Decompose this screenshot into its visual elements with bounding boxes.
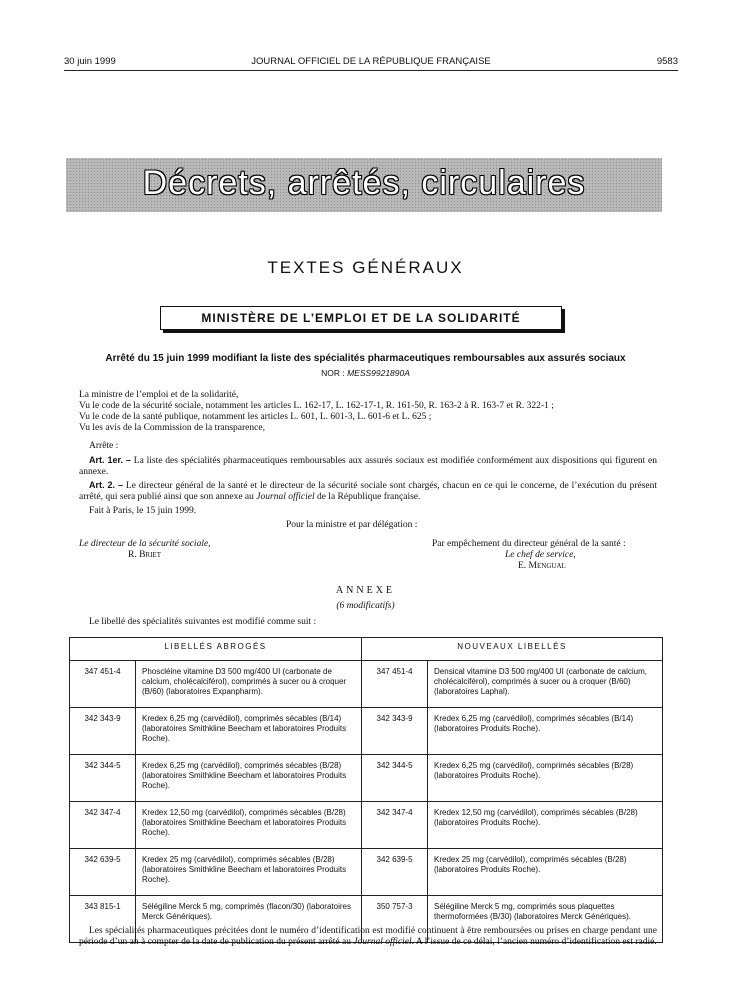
signature-right-title: Le chef de service,	[505, 550, 576, 560]
new-label: Densical vitamine D3 500 mg/400 UI (carbonate de calcium, cholécalciférol), comprimés à sucer ou à croquer (B/60) (laboratoires Laphal).	[428, 661, 663, 708]
closing-text-end: . A l’issue de ce délai, l’ancien numéro d’identification est radié.	[411, 937, 657, 947]
table-row	[70, 708, 663, 755]
annex-subtitle: (6 modificatifs)	[336, 601, 395, 611]
header-journal-title: JOURNAL OFFICIEL DE LA RÉPUBLIQUE FRANÇAISE	[251, 56, 491, 67]
new-label: Kredex 25 mg (carvédilol), comprimés sécables (B/28) (laboratoires Produits Roche).	[428, 849, 663, 896]
article-2-text: Le directeur général de la santé et le directeur de la sécurité sociale sont chargés, chacun en ce qui le concerne, de l’exécution du présent arrêté, qui sera publié ainsi que son annexe au	[79, 481, 658, 502]
old-code: 347 451-4	[70, 661, 136, 708]
article-1-text: La liste des spécialités pharmaceutiques remboursables aux assurés sociaux est modifiée conformément aux dispositions qui figurent en annexe.	[79, 456, 658, 477]
old-code: 343 815-1	[70, 896, 136, 943]
new-label: Kredex 6,25 mg (carvédilol), comprimés sécables (B/14) (laboratoires Produits Roche).	[428, 708, 663, 755]
old-code: 342 344-5	[70, 755, 136, 802]
header-page-number: 9583	[656, 56, 678, 67]
new-label: Sélégiline Merck 5 mg, comprimés sous plaquettes thermoformées (B/30) (laboratoires Merck Génériques).	[428, 896, 663, 943]
nor-label: NOR :	[321, 368, 345, 378]
annex-intro: Le libellé des spécialités suivantes est modifié comme suit :	[89, 617, 317, 627]
section-title: TEXTES GÉNÉRAUX	[267, 258, 464, 277]
closing-journal: Journal officiel	[353, 937, 412, 947]
old-code: 342 639-5	[70, 849, 136, 896]
preamble-line: Vu les avis de la Commission de la transparence,	[79, 423, 265, 433]
new-label: Kredex 6,25 mg (carvédilol), comprimés sécables (B/28) (laboratoires Produits Roche).	[428, 755, 663, 802]
preamble-line: Vu le code de la santé publique, notamment les articles L. 601, L. 601-3, L. 601-6 et L. 625 ;	[79, 412, 432, 422]
annex-table	[69, 637, 663, 943]
article-2-text-end: de la République française.	[314, 492, 421, 502]
old-label: Kredex 6,25 mg (carvédilol), comprimés sécables (B/28) (laboratoires Smithkline Beecham et laboratoires Produits Roche).	[136, 755, 362, 802]
old-code: 342 343-9	[70, 708, 136, 755]
header-date: 30 juin 1999	[64, 56, 116, 67]
old-label: Kredex 6,25 mg (carvédilol), comprimés sécables (B/14) (laboratoires Smithkline Beecham et laboratoires Produits Roche).	[136, 708, 362, 755]
column-header-new: NOUVEAUX LIBELLÉS	[362, 638, 663, 661]
article-1	[79, 455, 657, 478]
annex-title: ANNEXE	[335, 585, 396, 596]
delegation-line: Pour la ministre et par délégation :	[286, 520, 418, 530]
section-banner	[66, 158, 662, 212]
old-label: Kredex 12,50 mg (carvédilol), comprimés sécables (B/28) (laboratoires Smithkline Beecham et laboratoires Produits Roche).	[136, 802, 362, 849]
ministry-box	[160, 306, 562, 330]
signature-right-line: Par empêchement du directeur général de la santé :	[432, 539, 626, 549]
done-at: Fait à Paris, le 15 juin 1999.	[89, 506, 197, 516]
preamble-line: La ministre de l’emploi et de la solidarité,	[79, 390, 239, 400]
table-row	[70, 755, 663, 802]
article-1-label: Art. 1er. –	[89, 455, 131, 465]
ministry-name: MINISTÈRE DE L’EMPLOI ET DE LA SOLIDARITÉ	[201, 311, 521, 325]
decree-title: Arrêté du 15 juin 1999 modifiant la liste des spécialités pharmaceutiques remboursables aux assurés sociaux	[105, 353, 626, 364]
article-2-journal: Journal officiel	[256, 492, 315, 502]
new-code: 342 347-4	[362, 802, 428, 849]
old-label: Kredex 25 mg (carvédilol), comprimés sécables (B/28) (laboratoires Smithkline Beecham et laboratoires Produits Roche).	[136, 849, 362, 896]
article-2-label: Art. 2. –	[89, 480, 124, 490]
old-code: 342 347-4	[70, 802, 136, 849]
arrete-label: Arrête :	[89, 441, 119, 451]
old-label: Sélégiline Merck 5 mg, comprimés (flacon/30) (laboratoires Merck Génériques).	[136, 896, 362, 943]
closing-text: Les spécialités pharmaceutiques précitées dont le numéro d’identification est modifié continuent à être remboursées ou prises en charge pendant une période d’un an à compter de la date de publication du présent arrêté au	[79, 926, 657, 947]
column-header-old: LIBELLÉS ABROGÉS	[70, 638, 362, 661]
new-code: 342 639-5	[362, 849, 428, 896]
signature-right-name: E. Mengual	[518, 561, 566, 571]
new-label: Kredex 12,50 mg (carvédilol), comprimés sécables (B/28) (laboratoires Produits Roche).	[428, 802, 663, 849]
closing-paragraph	[79, 926, 657, 948]
preamble-line: Vu le code de la sécurité sociale, notamment les articles L. 162-17, L. 162-17-1, R. 161-50, R. 163-2 à R. 163-7 et R. 322-1 ;	[79, 401, 554, 411]
signature-left-name: R. Briet	[128, 550, 161, 560]
article-2	[79, 480, 657, 503]
new-code: 342 344-5	[362, 755, 428, 802]
nor-code: MESS9921890A	[347, 368, 410, 378]
table-row	[70, 661, 663, 708]
new-code: 350 757-3	[362, 896, 428, 943]
new-code: 342 343-9	[362, 708, 428, 755]
table-row	[70, 802, 663, 849]
nor-line	[0, 368, 731, 378]
banner-title: Décrets, arrêtés, circulaires	[142, 164, 586, 202]
table-row	[70, 849, 663, 896]
header-rule	[64, 70, 678, 71]
old-label: Phoscléine vitamine D3 500 mg/400 UI (carbonate de calcium, cholécalciférol), comprimés à sucer ou à croquer (B/60) (laboratoires Expanpharm).	[136, 661, 362, 708]
new-code: 347 451-4	[362, 661, 428, 708]
running-head	[64, 56, 678, 70]
signature-left-title: Le directeur de la sécurité sociale,	[79, 539, 211, 549]
